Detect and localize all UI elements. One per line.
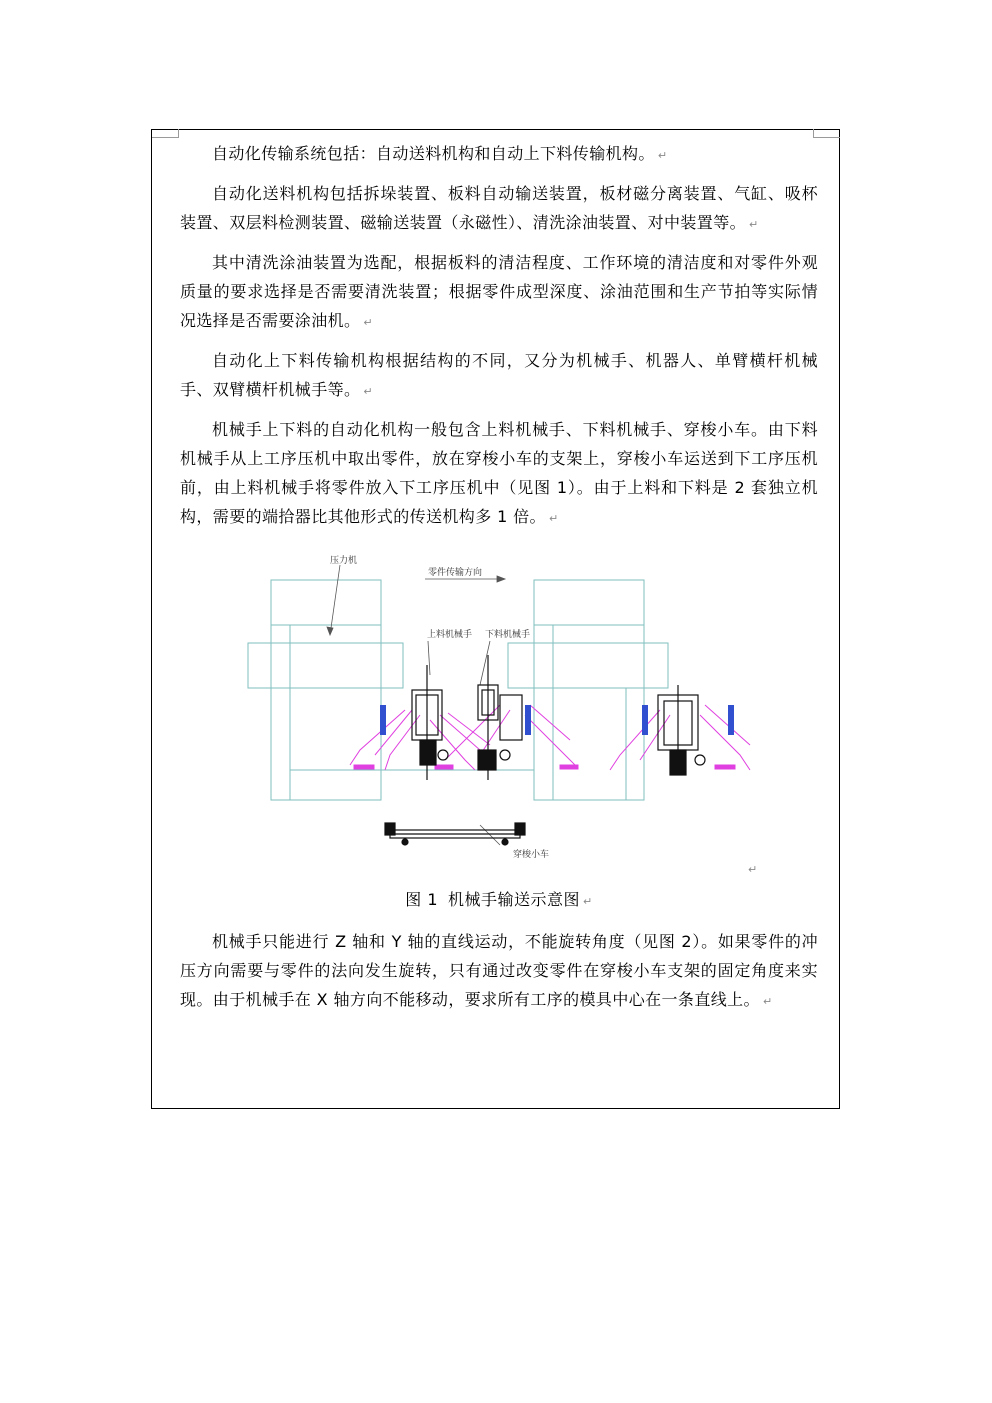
robot-blue-parts [380, 705, 734, 735]
figure-caption [180, 885, 818, 917]
paragraph-mark-icon: ↵ [749, 218, 759, 231]
paragraph-6: 机械手只能进行 Z 轴和 Y 轴的直线运动，不能旋转角度（见图 2）。如果零件的冲压方向需要与零件的法向发生旋转，只有通过改变零件在穿梭小车支架的固定角度来实现。由于机械手在 X 轴方向不能移动，要求所有工序的模具中心在一条直线上。 ↵ [180, 932, 818, 1009]
press-right-crown [534, 580, 644, 625]
robot-arms-magenta [350, 705, 750, 770]
shuttle-cart [385, 823, 525, 845]
label-press: 压力机 [330, 555, 358, 565]
paragraph-mark-icon: ↵ [657, 149, 668, 162]
press-right-column [534, 580, 644, 800]
press-outlines [248, 580, 668, 800]
corner-mark-right [813, 129, 840, 138]
paragraph-mark-icon: ↵ [548, 512, 559, 525]
corner-mark-left [152, 129, 179, 138]
document-body[interactable] [180, 139, 818, 1025]
robot-structures [412, 655, 705, 780]
label-loading-robot: 上料机械手 [427, 629, 473, 639]
label-unloading-robot: 下料机械手 [485, 629, 531, 639]
paragraph-mark-icon: ↵ [363, 316, 374, 329]
paragraph-2: 自动化送料机构包括拆垛装置、板料自动输送装置，板材磁分离装置、气缸、吸杯装置、双层料检测装置、磁输送装置（永磁性）、清洗涂油装置、对中装置等。 ↵ [180, 184, 818, 232]
label-shuttle: 穿梭小车 [513, 849, 550, 859]
paragraph-3: 其中清洗涂油装置为选配，根据板料的清洁程度、工作环境的清洁度和对零件外观质量的要求选择是否需要清洗装置；根据零件成型深度、涂油范围和生产节拍等实际情况选择是否需要涂油机。 ↵ [180, 253, 818, 330]
label-direction: 零件传输方向 [428, 567, 483, 577]
caption-number: 图 1 [405, 890, 439, 909]
paragraph-1: 自动化传输系统包括：自动送料机构和自动上下料传输机构。 ↵ [212, 144, 668, 163]
figure-1 [180, 545, 818, 885]
figure-mark-icon: ↵ [748, 863, 758, 876]
paragraph-5: 机械手上下料的自动化机构一般包含上料机械手、下料机械手、穿梭小车。由下料机械手从上工序压机中取出零件，放在穿梭小车的支架上，穿梭小车运送到下工序压机前，由上料机械手将零件放入下工序压机中（见图 1）。由于上料和下料是 2 套独立机构，需要的端拾器比其他形式的传送机构多 1 倍。 ↵ [180, 420, 818, 526]
figure-1-drawing [180, 545, 818, 885]
paragraph-mark-icon: ↵ [583, 895, 593, 908]
paragraph-4: 自动化上下料传输机构根据结构的不同，又分为机械手、机器人、单臂横杆机械手、双臂横杆机械手等。 ↵ [180, 351, 818, 399]
paragraph-mark-icon: ↵ [762, 995, 773, 1008]
paragraph-mark-icon: ↵ [363, 385, 374, 398]
caption-text: 机械手输送示意图 [448, 890, 581, 909]
press-left-crown [271, 580, 381, 625]
